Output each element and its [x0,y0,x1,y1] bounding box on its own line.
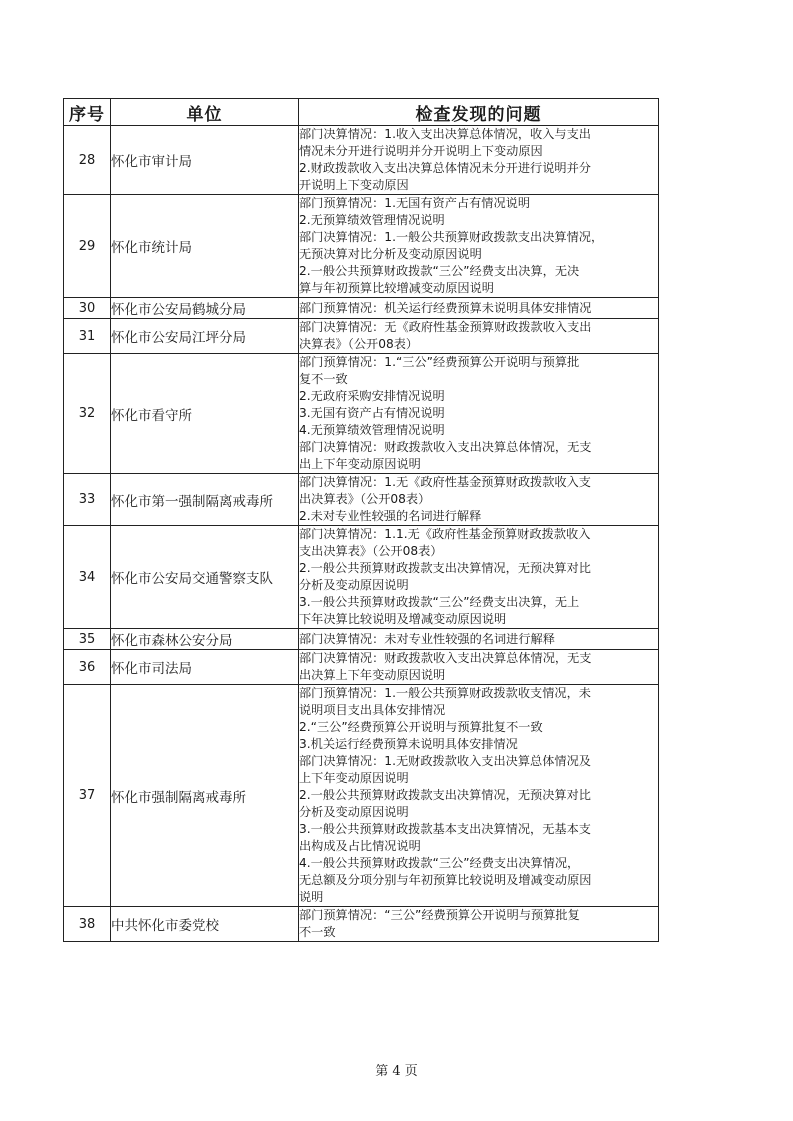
row-serial-number: 37 [64,685,111,907]
table-row [64,650,659,685]
issue-text-line: 2.一般公共预算财政拨款支出决算情况，无预决算对比 [299,788,591,802]
table-row [64,629,659,650]
row-issues-cell [299,298,659,319]
row-unit-name: 怀化市强制隔离戒毒所 [111,685,299,907]
row-issues-cell [299,474,659,526]
row-issues-cell [299,650,659,685]
issue-text-line: 2.未对专业性较强的名词进行解释 [299,509,482,523]
row-unit-name: 怀化市统计局 [111,195,299,298]
row-serial-number: 28 [64,126,111,195]
table-header-row [64,99,659,126]
row-serial-number: 36 [64,650,111,685]
issue-text-line: 部门预算情况：1.一般公共预算财政拨款收支情况，未 [299,686,591,700]
row-serial-number: 29 [64,195,111,298]
row-issues-cell [299,319,659,354]
issue-text-line: 2.“三公”经费预算公开说明与预算批复不一致 [299,720,543,734]
issue-text-line: 出上下年变动原因说明 [299,457,421,471]
table-row [64,474,659,526]
table-row [64,319,659,354]
issue-text-line: 部门决算情况：1.无《政府性基金预算财政拨款收入支 [299,475,591,489]
issue-text-line: 决算表》（公开08表） [299,337,419,351]
row-serial-number: 31 [64,319,111,354]
issue-text-line: 出决算表》（公开08表） [299,492,431,506]
issue-text-line: 部门决算情况：无《政府性基金预算财政拨款收入支出 [299,320,592,334]
table-row [64,907,659,942]
row-unit-name: 怀化市第一强制隔离戒毒所 [111,474,299,526]
row-issues-cell [299,195,659,298]
issue-text-line: 部门预算情况：机关运行经费预算未说明具体安排情况 [299,300,592,315]
issue-text-line: 4.一般公共预算财政拨款“三公”经费支出决算情况， [299,856,580,870]
issue-text-line: 出构成及占比情况说明 [299,839,421,853]
table-row [64,526,659,629]
issue-text-line: 复不一致 [299,372,348,386]
issue-text-line: 部门决算情况：财政拨款收入支出决算总体情况，无支 [299,440,592,454]
inspection-findings-table [63,98,659,942]
issue-text-line: 3.机关运行经费预算未说明具体安排情况 [299,737,518,751]
table-row [64,298,659,319]
issue-text-line: 算与年初预算比较增减变动原因说明 [299,281,494,295]
issue-text-line: 部门决算情况：1.无财政拨款收入支出决算总体情况及 [299,754,591,768]
issue-text-line: 部门预算情况：1.“三公”经费预算公开说明与预算批 [299,355,580,369]
row-unit-name: 怀化市司法局 [111,650,299,685]
header-serial-number: 序号 [64,99,111,126]
issue-text-line: 部门决算情况：1.一般公共预算财政拨款支出决算情况， [299,230,604,244]
row-unit-name: 中共怀化市委党校 [111,907,299,942]
issue-text-line: 2.一般公共预算财政拨款支出决算情况，无预决算对比 [299,561,591,575]
row-serial-number: 33 [64,474,111,526]
issue-text-line: 2.财政拨款收入支出决算总体情况未分开进行说明并分 [299,161,591,175]
row-issues-cell [299,629,659,650]
row-issues-cell [299,354,659,474]
row-issues-cell [299,907,659,942]
issue-text-line: 说明项目支出具体安排情况 [299,703,446,717]
issue-text-line: 上下年变动原因说明 [299,771,409,785]
table-row [64,685,659,907]
row-unit-name: 怀化市公安局交通警察支队 [111,526,299,629]
row-issues-cell [299,685,659,907]
issue-text-line: 3.一般公共预算财政拨款“三公”经费支出决算，无上 [299,595,580,609]
row-serial-number: 38 [64,907,111,942]
header-issues-found: 检查发现的问题 [299,99,659,126]
issue-text-line: 部门决算情况：财政拨款收入支出决算总体情况，无支 [299,651,592,665]
issue-text-line: 部门决算情况：未对专业性较强的名词进行解释 [299,631,555,646]
issue-text-line: 3.一般公共预算财政拨款基本支出决算情况，无基本支 [299,822,591,836]
row-issues-cell [299,526,659,629]
issue-text-line: 无总额及分项分别与年初预算比较说明及增减变动原因 [299,873,592,887]
page-number: 第 4 页 [375,1064,418,1079]
table-row [64,354,659,474]
issue-text-line: 分析及变动原因说明 [299,805,409,819]
issue-text-line: 2.无政府采购安排情况说明 [299,389,445,403]
issue-text-line: 出决算上下年变动原因说明 [299,668,446,682]
issue-text-line: 4.无预算绩效管理情况说明 [299,423,445,437]
issue-text-line: 支出决算表》（公开08表） [299,544,443,558]
issue-text-line: 分析及变动原因说明 [299,578,409,592]
issue-text-line: 2.一般公共预算财政拨款“三公”经费支出决算，无决 [299,264,580,278]
issue-text-line: 2.无预算绩效管理情况说明 [299,213,445,227]
header-unit: 单位 [111,99,299,126]
issue-text-line: 开说明上下变动原因 [299,178,409,192]
issue-text-line: 部门决算情况：1.1.无《政府性基金预算财政拨款收入 [299,527,591,541]
row-unit-name: 怀化市看守所 [111,354,299,474]
row-issues-cell [299,126,659,195]
table-row [64,126,659,195]
row-serial-number: 34 [64,526,111,629]
table-row [64,195,659,298]
row-unit-name: 怀化市公安局江坪分局 [111,319,299,354]
issue-text-line: 情况未分开进行说明并分开说明上下变动原因 [299,144,543,158]
issue-text-line: 部门预算情况：“三公”经费预算公开说明与预算批复 [299,908,580,922]
row-serial-number: 32 [64,354,111,474]
row-serial-number: 30 [64,298,111,319]
issue-text-line: 说明 [299,890,324,904]
issue-text-line: 部门决算情况：1.收入支出决算总体情况，收入与支出 [299,127,591,141]
issue-text-line: 部门预算情况：1.无国有资产占有情况说明 [299,196,531,210]
issue-text-line: 3.无国有资产占有情况说明 [299,406,445,420]
issue-text-line: 下年决算比较说明及增减变动原因说明 [299,612,507,626]
row-unit-name: 怀化市森林公安分局 [111,629,299,650]
row-unit-name: 怀化市审计局 [111,126,299,195]
issue-text-line: 不一致 [299,925,336,939]
row-serial-number: 35 [64,629,111,650]
row-unit-name: 怀化市公安局鹤城分局 [111,298,299,319]
table-body [64,126,659,942]
issue-text-line: 无预决算对比分析及变动原因说明 [299,247,482,261]
